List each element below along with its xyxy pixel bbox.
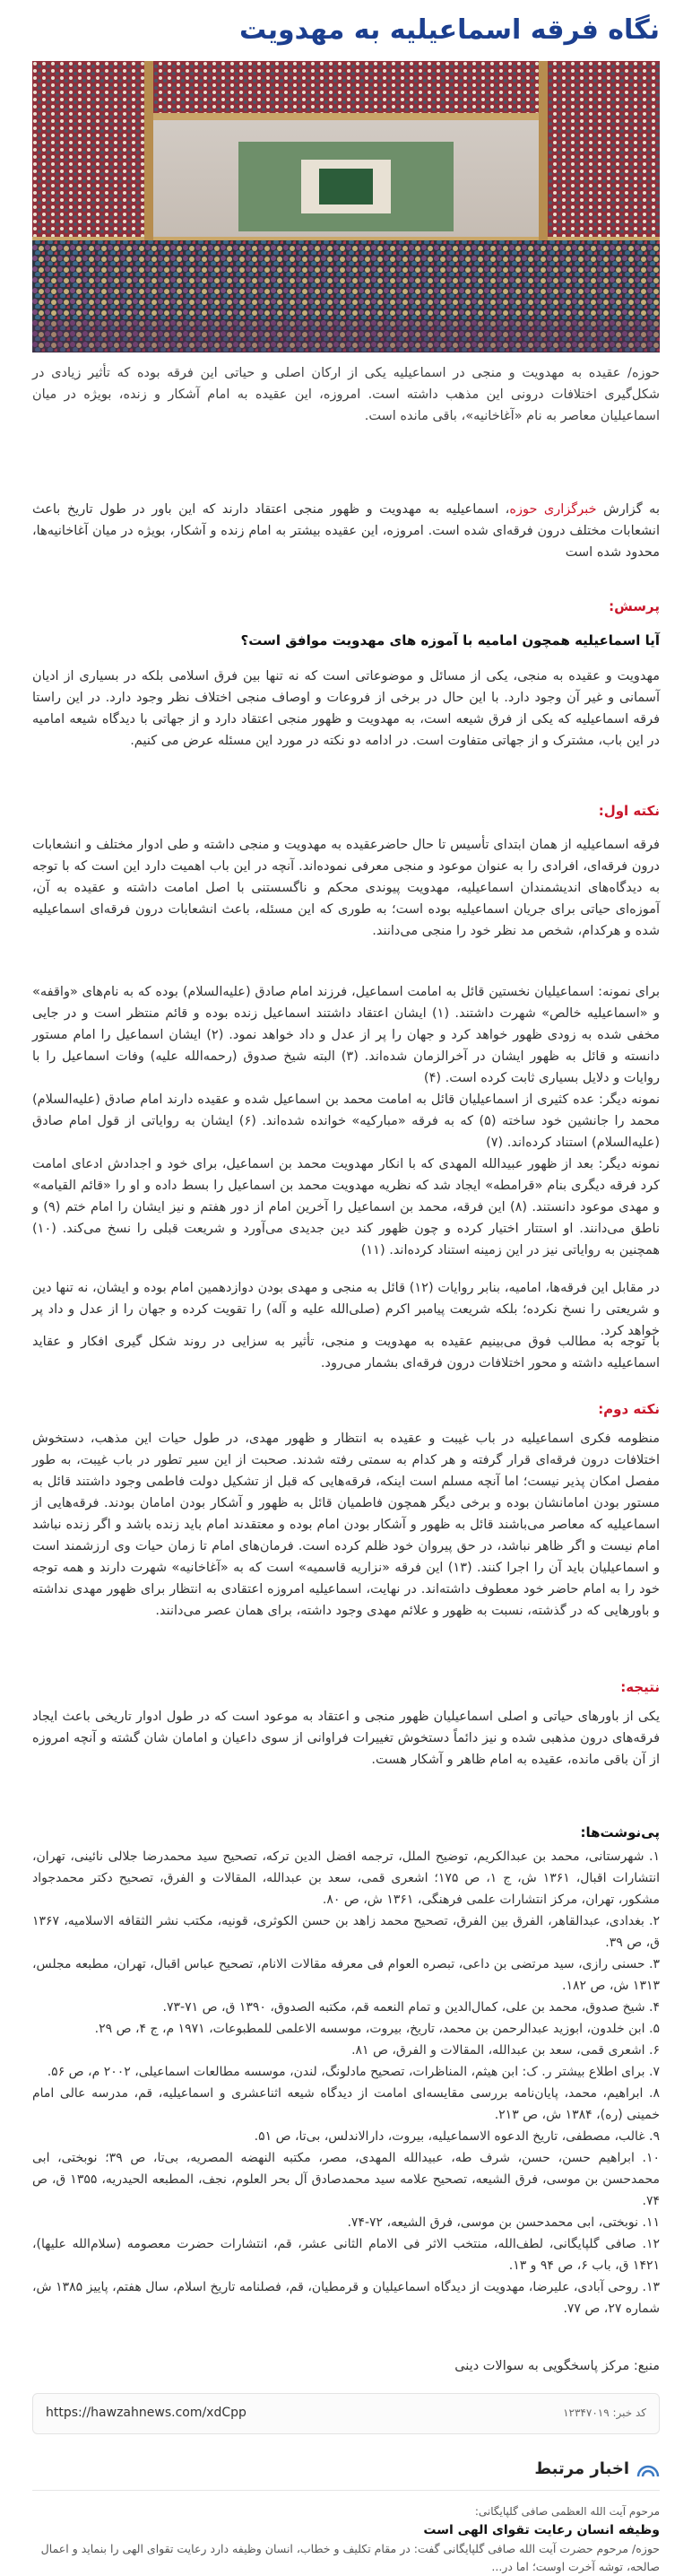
reference-item: ۲. بغدادی، عبدالقاهر، الفرق بین الفرق، تصحیح محمد زاهد بن حسن الکوثری، قونیه، مکتب نشر الثقافه الاسلامیه، ۱۳۶۷ ق، ص ۳۹.: [32, 1914, 660, 1950]
intro-prefix: به گزارش: [596, 502, 660, 517]
article-lead: حوزه/ عقیده به مهدویت و منجی در اسماعیلیه یکی از ارکان اصلی و حیاتی این فرقه بوده که تأثیر زیادی در شکل‌گیری اختلافات درونی این مذهب داشته است. امروزه، این عقیده به امام آشکار و زنده، بویژه در میان اسماعیلیان معاصر به نام «آغاخانیه»، باقی مانده است.: [32, 366, 660, 423]
point1-para-b: برای نمونه: اسماعیلیان نخستین قائل به امامت اسماعیل، فرزند امام صادق (علیه‌السلام) بوده که به نام‌های «واقفه» و «اسماعیلیه خالص» شهرت داشتند. (۱) ایشان اعتقاد داشتند اسماعیل زنده بوده و قائم منتظر است و در جایی مخفی شده به زودی ظهور خواهد کرد و جهان را پر از عدل و داد خواهد نمود. (۲) ایشان اسماعیل را امام مستور دانسته و قائل به ظهور ایشان در آخرالزمان شده‌اند. (۳) البته شیخ صدوق (رحمه‌الله علیه) وفات اسماعیل را با روایات و دلایل بسیاری ثابت کرده است. (۴): [32, 985, 660, 1085]
reference-item: ۱۰. ابراهیم حسن، حسن، شرف طه، عبیدالله المهدی، مصر، مکتبه النهضه المصریه، بی‌تا، ص ۳۹؛ نوبختی، ابی محمدحسن بن موسی، فرق الشیعه، تصحیح علامه سید محمدصادق آل بحر العلوم، نجف، المطبعه الحیدریه، ۱۳۵۵ ق، ص ۷۴.: [32, 2151, 660, 2208]
conclusion-para: یکی از باورهای حیاتی و اصلی اسماعیلیان ظهور منجی و اعتقاد به موعود است که در طول ادوار تاریخی باعث ایجاد فرقه‌های درون مذهبی شده و نیز دائماً دستخوش تغییرات فراوانی از سوی داعیان و امامان شان گشته و آنچه امروزه از آن باقی مانده، عقیده به امام ظاهر و آشکار هست.: [32, 1710, 660, 1767]
related-divider: [32, 2490, 660, 2491]
intro-rest: ، اسماعیلیه به مهدویت و ظهور منجی اعتقاد دارند که این باور در طول تاریخ باعث انشعابات مختلف درون فرقه‌ای شده است. امروزه، این عقیده بیشتر به امام زنده و آشکار، بویژه در میان آغاخانیه‌ها، محدود شده است: [32, 502, 660, 560]
news-code: کد خبر: ۱۲۳۴۷۰۱۹: [563, 2406, 646, 2419]
reference-item: ۱. شهرستانی، محمد بن عبدالکریم، توضیح الملل، ترجمه افضل الدین ترکه، تصحیح سید محمدرضا جلالی نائینی، تهران، انتشارات اقبال، ۱۳۶۱ ش، ج ۱، ص ۱۷۵؛ اشعری قمی، سعد بن عبدالله، المقالات و الفرق، تصحیح دکتر محمدجواد مشکور، تهران، مرکز انتشارات علمی فرهنگی، ۱۳۶۱ ش، ص ۸۰.: [32, 1849, 660, 1907]
related-news-heading: [534, 2459, 660, 2478]
reference-item: ۵. ابن خلدون، ابوزید عبدالرحمن بن محمد، تاریخ، بیروت، موسسه الاعلمی للمطبوعات، ۱۹۷۱ م، ج ۴، ص ۲۹.: [94, 2022, 660, 2036]
references: [32, 1824, 660, 2319]
related-news-icon: [636, 2460, 660, 2478]
point2-para: منظومه فکری اسماعیلیه در باب غیبت و عقیده به انتظار و ظهور مهدی، در طول حیات این مذهب، دستخوش اختلافات درون فرقه‌ای قرار گرفته و هر کدام به سمتی رفته شدند. صحبت از این سیر تطور در باب غیبت، به طور مفصل امکان پذیر نیست؛ اما آنچه مسلم است اینکه، فرقه‌هایی که قبل از تشکیل دولت فاطمی وجود داشتند قائل به مستور بودن امامانشان بوده و برخی دیگر همچون فاطمیان قائل به ظهور و آشکار بودن امامان بودند. فرقه‌هایی از اسماعیلیه که معاصر می‌باشند قائل به ظهور و آشکار بودن امام بوده و معتقدند امام باید زنده باشد و اگر زنده نباشد امام نیست و اگر ظاهر نباشد، در حق پیروان خود ظلم کرده است. فرمان‌های امام تا زمان حیات وی ارزشمند است و اسماعیلیان باید آن را اجرا کنند. (۱۳) این فرقه «نزاریه قاسمیه» است که به «آغاخانیه» شهرت دارند و همه توجه خود را به امام حاضر خود معطوف داشته‌اند. در نهایت، اسماعیلیه امروزه اعتقادی به انتظار برای ظهور مهدی نداشته و باورهایی که در گذشته، نسبت به ظهور و علائم مهدی وجود داشته، برای همان عصر می‌دانند.: [32, 1432, 660, 1618]
answer-intro: مهدویت و عقیده به منجی، یکی از مسائل و موضوعاتی است که نه تنها بین فرق اسلامی بلکه در بسیاری از ادیان آسمانی و غیر آن وجود دارد. با این حال در برخی از فروعات و اوصاف منجی اختلاف نظر وجود دارد. در این راستا فرقه اسماعیلیه که یکی از فرق شیعه است، به مهدویت و ظهور منجی اعتقاد دارد و از جهاتی با دیدگاه شیعه امامیه در این باب، مشترک و از جهاتی متفاوت است. در ادامه دو نکته در مورد این مسئله عرض می کنیم.: [32, 669, 660, 748]
point1-label: نکته اول:: [598, 803, 660, 819]
reference-item: ۳. حسنی رازی، سید مرتضی بن داعی، تبصره العوام فی معرفه مقالات الانام، تصحیح عباس اقبال، تهران، مطبعه مجلس، ۱۳۱۳ ش، ص ۱۸۲.: [32, 1957, 660, 1993]
reference-item: ۱۱. نوبختی، ابی محمدحسن بن موسی، فرق الشیعه، ۷۲-۷۴.: [347, 2215, 660, 2230]
article-hero-image: [32, 61, 660, 352]
related-kicker: مرحوم آیت الله العظمی صافی گلپایگانی:: [474, 2505, 660, 2518]
reference-item: ۸. ابراهیم، محمد، پایان‌نامه بررسی مقایسه‌ای امامت از دیدگاه شیعه اثناعشری و اسماعیلیه، قم، مدرسه عالی امام خمینی (ره)، ۱۳۸۴ ش، ص ۲۱۳.: [32, 2086, 660, 2122]
reference-item: ۱۲. صافی گلپایگانی، لطف‌الله، منتخب الاثر فی الامام الثانی عشر، قم، انتشارات حضرت معصومه (سلام‌الله علیها)، ۱۴۲۱ ق، باب ۶، ص ۹۴ و ۱۳.: [32, 2237, 660, 2273]
point1-para-e: در مقابل این فرقه‌ها، امامیه، بنابر روایات (۱۲) قائل به منجی و مهدی بودن دوازدهمین امام بوده و ایشان، نه تنها دین و شریعتی را نسخ نکرده؛ بلکه شریعت پیامبر اکرم (صلی‌الله علیه و آله) را تقویت کرده و جهان را از عدل و داد پر خواهد کرد.: [32, 1281, 660, 1338]
point1-para-d: نمونه دیگر: بعد از ظهور عبیدالله المهدی که با انکار مهدویت محمد بن اسماعیل، برای خود و اجدادش ادعای امامت کرد فرقه دیگری بنام «قرامطه» ایجاد شد که نظریه مهدویت محمد بن اسماعیل را بسط داده و او را «قائم القیامه» و مهدی موعود دانستند. (۸) این فرقه، محمد بن اسماعیل را آخرین امام از دور هفتم و نیز ایشان را امام ختم (۹) و ناطق می‌دانند. او استتار اختیار کرده و چون ظهور کند دین جدیدی می‌آورد و شریعت قبلی را نسخ می‌کند. (۱۰) همچنین به روایاتی نیز در این زمینه استناد کرده‌اند. (۱۱): [32, 1157, 660, 1258]
references-list: [32, 1846, 660, 2319]
short-link-bar: [32, 2393, 660, 2434]
reference-item: ۱۳. روحی آبادی، علیرضا، مهدویت از دیدگاه اسماعیلیان و قرمطیان، قم، فصلنامه تاریخ اسلام، سال هفتم، پاییز ۱۳۸۵ ش، شماره ۲۷، ص ۷۷.: [32, 2280, 661, 2316]
related-item-title[interactable]: وظیفه انسان رعایت تقوای الهی است: [423, 2523, 660, 2537]
related-item-summary: حوزه/ مرحوم حضرت آیت الله صافی گلپایگانی گفت: در مقام تکلیف و خطاب، انسان وظیفه دارد رعایت تقوای الهی را بنماید و اعمال صالحه، توشه آخرت اوست؛ اما در...: [40, 2542, 660, 2573]
question-label: پرسش:: [609, 598, 660, 614]
point1-para-a: فرقه اسماعیلیه از همان ابتدای تأسیس تا حال حاضرعقیده به مهدویت و منجی داشته و طی ادوار مختلف و انشعابات درون فرقه‌ای، افرادی را به عنوان موعود و منجی معرفی نموده‌اند. آنچه در این باب اهمیت دارد این است که با توجه به دیدگاه‌های اندیشمندان اسماعیلیه، مهدویت پیوندی محکم و ناگسستنی با اصل امامت داشته و عقیده به آن، آموزه‌ای حیاتی برای جریان اسماعیلیه بوده است؛ به طوری که این مسئله، باعث انشعابات درون فرقه‌ای اسماعیلیه شده و هرکدام، شخص مد نظر خود را منجی می‌دانند.: [32, 838, 660, 938]
article-intro: [32, 499, 660, 563]
agency-link[interactable]: خبرگزاری حوزه: [509, 502, 597, 517]
references-label: پی‌نوشت‌ها:: [580, 1824, 660, 1841]
article-title: نگاه فرقه اسماعیلیه به مهدویت: [238, 14, 660, 46]
question-text: آیا اسماعیلیه همچون امامیه با آموزه های مهدویت موافق است؟: [240, 632, 660, 648]
reference-item: ۶. اشعری قمی، سعد بن عبدالله، المقالات و الفرق، ص ۸۱.: [351, 2043, 660, 2058]
point1-para-f: با توجه به مطالب فوق می‌بینیم عقیده به مهدویت و منجی، تأثیر به سزایی در روند شکل گیری افکار و عقاید اسماعیلیه داشته و محور اختلافات درون فرقه‌ای بشمار می‌رود.: [32, 1335, 660, 1371]
related-news-item[interactable]: [32, 2502, 660, 2576]
reference-item: ۷. برای اطلاع بیشتر ر. ک: ابن هیثم، المناظرات، تصحیح مادلونگ، لندن، موسسه مطالعات اسماعیلی، ۲۰۰۲ م، ص ۵۶.: [47, 2065, 660, 2079]
reference-item: ۴. شیخ صدوق، محمد بن علی، کمال‌الدین و تمام النعمه قم، مکتبه الصدوق، ۱۳۹۰ ق، ص ۷۱-۷۳.: [162, 2000, 660, 2015]
article-source: منبع: مرکز پاسخگویی به سوالات دینی: [454, 2359, 660, 2373]
point1-para-c: نمونه دیگر: عده کثیری از اسماعیلیان قائل به امامت محمد بن اسماعیل شده و عقیده دارند امام صادق (علیه‌السلام) محمد را جانشین خود ساخته (۵) که به فرقه «مبارکیه» خوانده شده‌اند. (۶) ایشان به روایاتی از قول امام صادق (علیه‌السلام) استناد کرده‌اند. (۷): [32, 1092, 660, 1150]
conclusion-label: نتیجه:: [620, 1679, 660, 1695]
short-url-link[interactable]: https://hawzahnews.com/xdCpp: [46, 2406, 247, 2420]
related-news-title: اخبار مرتبط: [534, 2459, 629, 2478]
point2-label: نکته دوم:: [598, 1401, 660, 1417]
gathering-photo-icon: [32, 61, 660, 352]
reference-item: ۹. غالب، مصطفی، تاریخ الدعوه الاسماعیلیه، بیروت، دارالاندلس، بی‌تا، ص ۵۱.: [254, 2129, 660, 2144]
